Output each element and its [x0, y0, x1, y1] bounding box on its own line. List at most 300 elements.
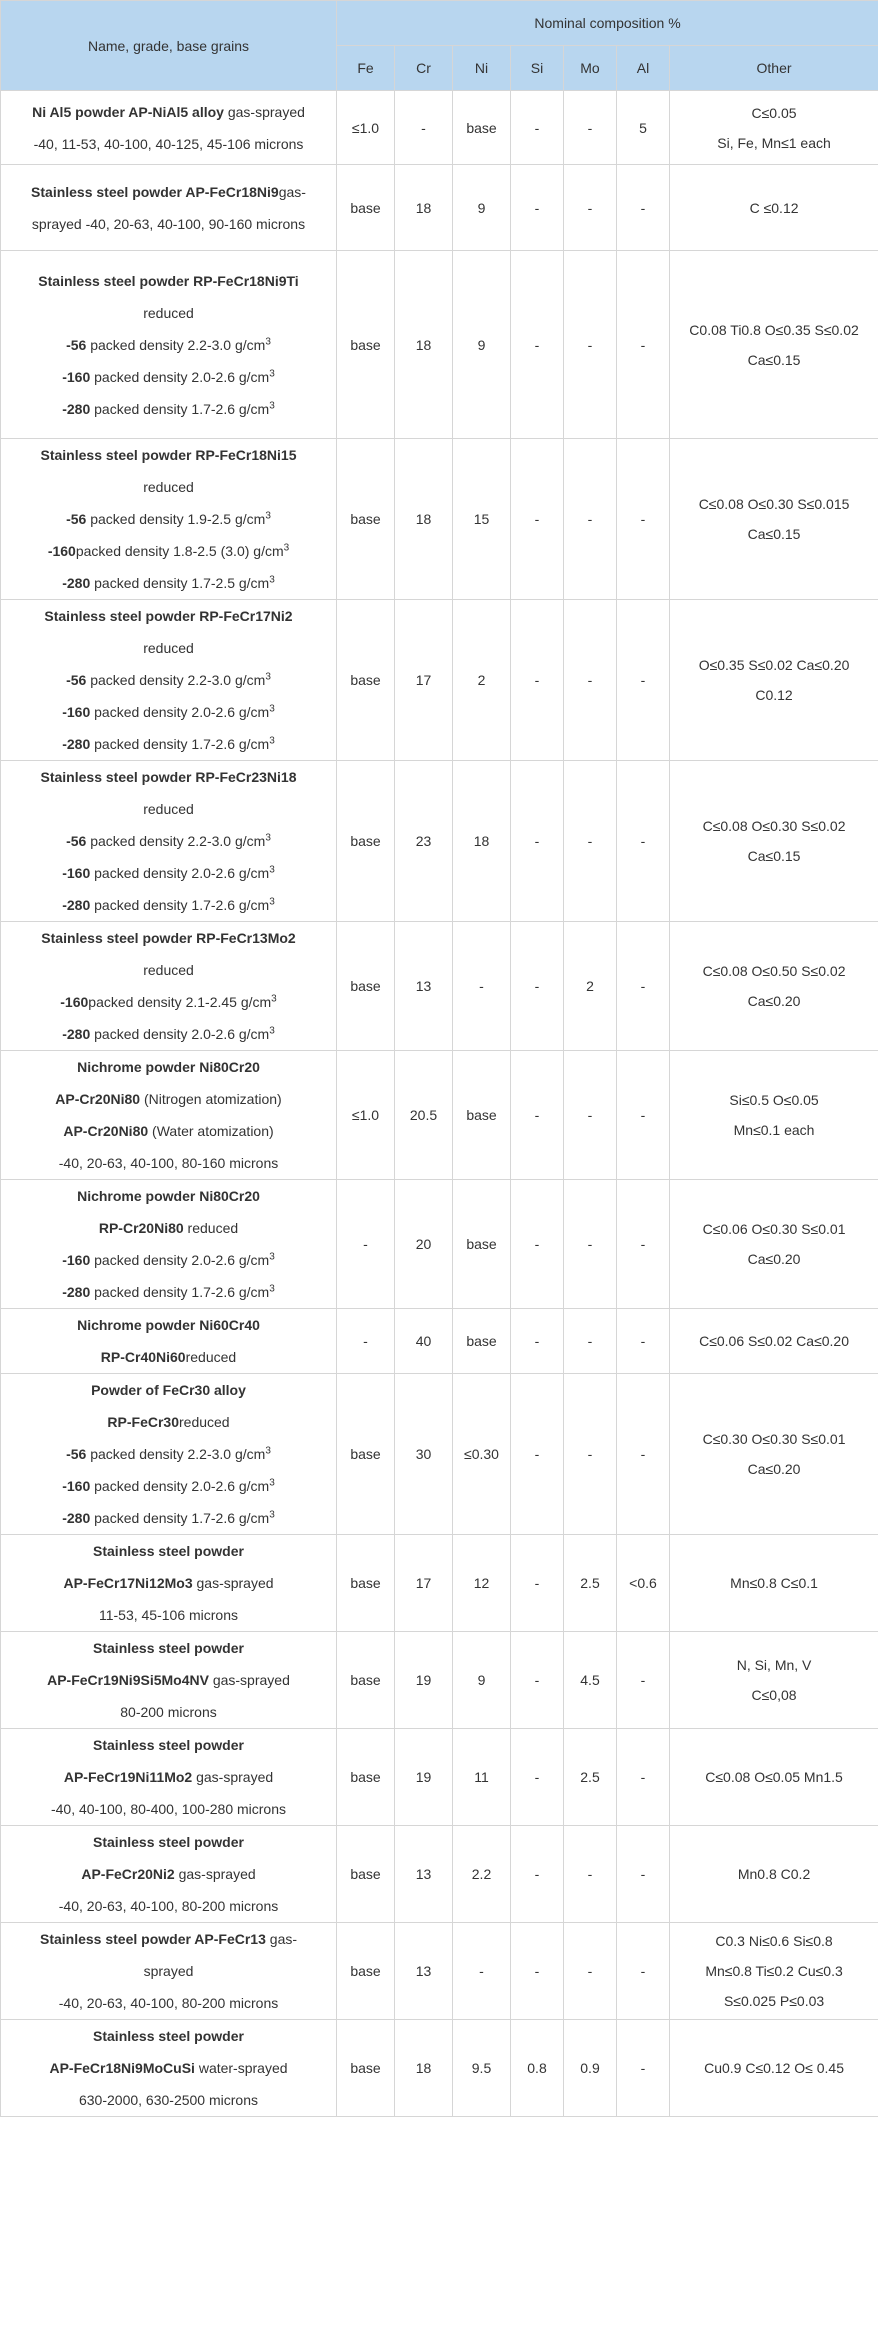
bold-text: -56	[66, 1446, 87, 1462]
bold-text: RP-FeCr30	[107, 1414, 179, 1430]
other-line: C≤0.06 S≤0.02 Ca≤0.20	[699, 1333, 849, 1349]
cell-si: -	[511, 1180, 564, 1309]
other-line: Ca≤0.15	[747, 848, 801, 864]
text: packed density 2.2-3.0 g/cm	[86, 1446, 266, 1462]
table-row	[1, 251, 878, 439]
text: 630-2000, 630-2500 microns	[78, 2092, 258, 2108]
text: gas-sprayed	[208, 1672, 290, 1688]
header-other: Other	[670, 46, 878, 91]
bold-text: Stainless steel powder	[93, 2028, 244, 2044]
bold-text: Nichrome powder Ni80Cr20	[77, 1188, 260, 1204]
cell-name-grade	[1, 1535, 337, 1632]
cell-fe: -	[337, 1180, 395, 1309]
bold-text: -160	[62, 1478, 91, 1494]
cell-mo: -	[564, 1309, 617, 1374]
cell-other	[670, 1051, 878, 1180]
cell-si: -	[511, 922, 564, 1051]
name-line	[5, 1212, 332, 1244]
table-row	[1, 1632, 878, 1729]
other-line: C≤0.08 O≤0.30 S≤0.02	[702, 818, 846, 834]
cell-fe: base	[337, 922, 395, 1051]
bold-text: -280	[62, 1284, 91, 1300]
cell-si: -	[511, 1051, 564, 1180]
superscript: 3	[269, 703, 275, 715]
text: (Water atomization)	[148, 1123, 274, 1139]
text: 11-53, 45-106 microns	[98, 1607, 239, 1623]
other-line: O≤0.35 S≤0.02 Ca≤0.20	[698, 657, 850, 673]
bold-text: Ni Al5 powder AP-NiAl5 alloy	[32, 103, 224, 120]
cell-ni: -	[453, 922, 511, 1051]
cell-fe: base	[337, 1632, 395, 1729]
text: (Nitrogen atomization)	[140, 1091, 282, 1107]
text: reduced	[183, 1220, 239, 1236]
other-line: C≤0.08 O≤0.50 S≤0.02	[702, 963, 846, 979]
bold-text: Stainless steel powder AP-FeCr18Ni9	[31, 183, 279, 200]
name-line	[5, 1147, 332, 1179]
other-line: C0.12	[755, 687, 793, 703]
bold-text: Stainless steel powder RP-FeCr17Ni2	[44, 608, 293, 624]
cell-fe: base	[337, 1729, 395, 1826]
other-line: C≤0.08 O≤0.05 Mn1.5	[705, 1769, 843, 1785]
cell-fe: base	[337, 439, 395, 600]
cell-other	[670, 1374, 878, 1535]
cell-mo: -	[564, 1923, 617, 2020]
cell-al: -	[617, 251, 670, 439]
name-line	[5, 696, 332, 728]
cell-mo: -	[564, 251, 617, 439]
cell-cr: 17	[395, 600, 453, 761]
text: -40, 11-53, 40-100, 40-125, 45-106 microns	[33, 135, 304, 152]
superscript: 3	[269, 399, 275, 411]
bold-text: -56	[66, 336, 87, 353]
cell-al: -	[617, 1632, 670, 1729]
cell-fe: base	[337, 165, 395, 251]
cell-mo: -	[564, 91, 617, 165]
text: reduced	[143, 304, 194, 321]
cell-si: 0.8	[511, 2020, 564, 2117]
name-line	[5, 889, 332, 921]
superscript: 3	[269, 1251, 275, 1263]
name-line	[5, 208, 332, 240]
cell-name-grade	[1, 2020, 337, 2117]
name-line	[5, 1309, 332, 1341]
table-row	[1, 1051, 878, 1180]
cell-ni: 11	[453, 1729, 511, 1826]
name-line	[5, 954, 332, 986]
cell-name-grade	[1, 1374, 337, 1535]
name-line	[5, 1406, 332, 1438]
cell-name-grade	[1, 761, 337, 922]
name-line	[5, 1470, 332, 1502]
cell-other	[670, 165, 878, 251]
other-line: Mn≤0.8 C≤0.1	[730, 1575, 818, 1591]
name-line	[5, 176, 332, 208]
bold-text: Stainless steel powder RP-FeCr23Ni18	[40, 769, 297, 785]
text: gas-sprayed	[223, 103, 305, 120]
table-body	[1, 91, 878, 2117]
text: reduced	[185, 1349, 237, 1365]
text: packed density 1.7-2.5 g/cm	[90, 575, 270, 591]
cell-ni: 15	[453, 439, 511, 600]
other-line: C≤0,08	[751, 1687, 797, 1703]
cell-al: -	[617, 2020, 670, 2117]
table-row	[1, 761, 878, 922]
bold-text: AP-Cr20Ni80	[63, 1123, 149, 1139]
bold-text: -280	[62, 736, 91, 752]
cell-ni: base	[453, 1051, 511, 1180]
bold-text: AP-Cr20Ni80	[55, 1091, 141, 1107]
cell-name-grade	[1, 1309, 337, 1374]
text: packed density 2.0-2.6 g/cm	[90, 865, 270, 881]
cell-other	[670, 1826, 878, 1923]
cell-name-grade	[1, 1923, 337, 2020]
bold-text: Stainless steel powder	[93, 1834, 244, 1850]
cell-other	[670, 1309, 878, 1374]
cell-mo: -	[564, 165, 617, 251]
cell-ni: 2	[453, 600, 511, 761]
cell-name-grade	[1, 1729, 337, 1826]
cell-si: -	[511, 1729, 564, 1826]
bold-text: Stainless steel powder	[93, 1543, 244, 1559]
name-line	[5, 96, 332, 128]
cell-mo: 2.5	[564, 1535, 617, 1632]
cell-mo: -	[564, 600, 617, 761]
header-ni: Ni	[453, 46, 511, 91]
text: packed density 2.0-2.6 g/cm	[90, 1478, 270, 1494]
text: -40, 20-63, 40-100, 80-200 microns	[58, 1898, 279, 1914]
cell-other	[670, 1729, 878, 1826]
name-line	[5, 1696, 332, 1728]
name-line	[5, 1018, 332, 1050]
name-line	[5, 1115, 332, 1147]
name-line	[5, 922, 332, 954]
cell-ni: 9	[453, 165, 511, 251]
cell-mo: 2.5	[564, 1729, 617, 1826]
cell-other	[670, 600, 878, 761]
text: packed density 2.2-3.0 g/cm	[86, 336, 266, 353]
cell-name-grade	[1, 439, 337, 600]
name-line	[5, 1535, 332, 1567]
bold-text: -56	[66, 833, 87, 849]
name-line	[5, 600, 332, 632]
table-row	[1, 2020, 878, 2117]
text: -40, 20-63, 40-100, 80-160 microns	[58, 1155, 279, 1171]
cell-name-grade	[1, 1180, 337, 1309]
superscript: 3	[269, 864, 275, 876]
bold-text: AP-FeCr17Ni12Mo3	[63, 1575, 193, 1591]
text: packed density 1.7-2.6 g/cm	[90, 400, 270, 417]
cell-cr: 18	[395, 2020, 453, 2117]
text: sprayed	[143, 1963, 194, 1979]
name-line	[5, 664, 332, 696]
name-line	[5, 1438, 332, 1470]
name-line	[5, 986, 332, 1018]
name-line	[5, 1244, 332, 1276]
superscript: 3	[265, 335, 271, 347]
text: packed density 1.8-2.5 (3.0) g/cm	[75, 543, 284, 559]
bold-text: -280	[62, 1026, 91, 1042]
cell-name-grade	[1, 1051, 337, 1180]
header-al: Al	[617, 46, 670, 91]
table-row	[1, 1309, 878, 1374]
table-row	[1, 1826, 878, 1923]
cell-ni: ≤0.30	[453, 1374, 511, 1535]
table-row	[1, 922, 878, 1051]
cell-fe: base	[337, 600, 395, 761]
cell-cr: 30	[395, 1374, 453, 1535]
bold-text: Stainless steel powder	[93, 1737, 244, 1753]
name-line	[5, 2052, 332, 2084]
table-row	[1, 1535, 878, 1632]
cell-other	[670, 1535, 878, 1632]
bold-text: Stainless steel powder RP-FeCr13Mo2	[41, 930, 296, 946]
bold-text: AP-FeCr18Ni9MoCuSi	[49, 2060, 195, 2076]
text: packed density 1.9-2.5 g/cm	[86, 511, 266, 527]
cell-ni: 9.5	[453, 2020, 511, 2117]
bold-text: -280	[62, 575, 91, 591]
bold-text: -160	[60, 994, 89, 1010]
name-line	[5, 761, 332, 793]
cell-al: -	[617, 1374, 670, 1535]
cell-cr: 23	[395, 761, 453, 922]
name-line	[5, 471, 332, 503]
cell-si: -	[511, 1535, 564, 1632]
text: sprayed -40, 20-63, 40-100, 90-160 microns	[31, 215, 306, 232]
text: 80-200 microns	[120, 1704, 217, 1720]
name-line	[5, 2084, 332, 2116]
bold-text: -160	[47, 543, 76, 559]
cell-mo: 4.5	[564, 1632, 617, 1729]
cell-name-grade	[1, 922, 337, 1051]
text: reduced	[143, 640, 194, 656]
text: gas-	[278, 183, 306, 200]
cell-al: -	[617, 1923, 670, 2020]
bold-text: -280	[62, 400, 91, 417]
text: -40, 40-100, 80-400, 100-280 microns	[50, 1801, 287, 1817]
cell-al: -	[617, 761, 670, 922]
cell-other	[670, 761, 878, 922]
cell-si: -	[511, 1632, 564, 1729]
name-line	[5, 1083, 332, 1115]
name-line	[5, 535, 332, 567]
cell-cr: -	[395, 91, 453, 165]
cell-fe: -	[337, 1309, 395, 1374]
cell-si: -	[511, 439, 564, 600]
cell-mo: -	[564, 761, 617, 922]
bold-text: Powder of FeCr30 alloy	[91, 1382, 246, 1398]
name-line	[5, 128, 332, 160]
text: gas-sprayed	[192, 1575, 274, 1591]
bold-text: -160	[62, 368, 91, 385]
cell-name-grade	[1, 251, 337, 439]
header-mo: Mo	[564, 46, 617, 91]
cell-fe: ≤1.0	[337, 1051, 395, 1180]
name-line	[5, 329, 332, 361]
name-line	[5, 1632, 332, 1664]
cell-ni: 12	[453, 1535, 511, 1632]
other-line: Ca≤0.20	[747, 1461, 801, 1477]
cell-ni: base	[453, 1180, 511, 1309]
name-line	[5, 393, 332, 425]
other-line: Mn≤0.8 Ti≤0.2 Cu≤0.3	[705, 1963, 843, 1979]
cell-name-grade	[1, 91, 337, 165]
other-line: Ca≤0.20	[747, 1251, 801, 1267]
cell-ni: 9	[453, 251, 511, 439]
text: packed density 1.7-2.6 g/cm	[90, 1284, 270, 1300]
other-line: C ≤0.12	[749, 199, 799, 216]
name-line	[5, 1793, 332, 1825]
name-line	[5, 265, 332, 297]
name-line	[5, 439, 332, 471]
bold-text: -160	[62, 865, 91, 881]
bold-text: AP-FeCr20Ni2	[81, 1866, 175, 1882]
cell-cr: 20.5	[395, 1051, 453, 1180]
table-row	[1, 1729, 878, 1826]
table-header	[1, 1, 878, 91]
bold-text: AP-FeCr19Ni9Si5Mo4NV	[47, 1672, 209, 1688]
text: packed density 1.7-2.6 g/cm	[90, 1510, 270, 1526]
cell-mo: -	[564, 1374, 617, 1535]
text: reduced	[143, 479, 194, 495]
superscript: 3	[269, 1025, 275, 1037]
superscript: 3	[265, 1445, 271, 1457]
superscript: 3	[269, 735, 275, 747]
text: -40, 20-63, 40-100, 80-200 microns	[58, 1995, 279, 2011]
cell-si: -	[511, 165, 564, 251]
text: water-sprayed	[194, 2060, 288, 2076]
bold-text: Stainless steel powder RP-FeCr18Ni9Ti	[38, 272, 299, 289]
table-row	[1, 600, 878, 761]
cell-other	[670, 251, 878, 439]
cell-si: -	[511, 600, 564, 761]
text: packed density 1.7-2.6 g/cm	[90, 736, 270, 752]
superscript: 3	[269, 1283, 275, 1295]
name-line	[5, 728, 332, 760]
cell-name-grade	[1, 165, 337, 251]
name-line	[5, 1599, 332, 1631]
superscript: 3	[265, 510, 271, 522]
superscript: 3	[271, 993, 277, 1005]
table-row	[1, 1374, 878, 1535]
cell-name-grade	[1, 600, 337, 761]
cell-other	[670, 439, 878, 600]
name-line	[5, 567, 332, 599]
cell-cr: 17	[395, 1535, 453, 1632]
header-name-grade: Name, grade, base grains	[1, 1, 337, 91]
text: packed density 2.2-3.0 g/cm	[86, 833, 266, 849]
cell-al: -	[617, 1729, 670, 1826]
cell-al: -	[617, 600, 670, 761]
other-line: Mn0.8 C0.2	[737, 1866, 811, 1882]
other-line: C0.08 Ti0.8 O≤0.35 S≤0.02	[689, 321, 859, 338]
superscript: 3	[283, 542, 290, 554]
bold-text: -56	[66, 511, 87, 527]
cell-cr: 19	[395, 1729, 453, 1826]
cell-mo: 0.9	[564, 2020, 617, 2117]
other-line: C0.3 Ni≤0.6 Si≤0.8	[715, 1933, 833, 1949]
header-cr: Cr	[395, 46, 453, 91]
cell-fe: base	[337, 761, 395, 922]
cell-other	[670, 1923, 878, 2020]
cell-fe: base	[337, 2020, 395, 2117]
superscript: 3	[269, 896, 275, 908]
superscript: 3	[265, 832, 271, 844]
cell-si: -	[511, 1374, 564, 1535]
text: packed density 2.0-2.6 g/cm	[90, 704, 270, 720]
table-row	[1, 91, 878, 165]
cell-other	[670, 1180, 878, 1309]
name-line	[5, 361, 332, 393]
name-line	[5, 825, 332, 857]
cell-cr: 18	[395, 165, 453, 251]
cell-si: -	[511, 1826, 564, 1923]
bold-text: -280	[62, 897, 91, 913]
cell-cr: 20	[395, 1180, 453, 1309]
name-line	[5, 1955, 332, 1987]
other-line: Mn≤0.1 each	[733, 1122, 815, 1138]
cell-si: -	[511, 1309, 564, 1374]
bold-text: -160	[62, 704, 91, 720]
header-si: Si	[511, 46, 564, 91]
header-fe: Fe	[337, 46, 395, 91]
bold-text: AP-FeCr19Ni11Mo2	[63, 1769, 193, 1785]
name-line	[5, 1374, 332, 1406]
cell-cr: 13	[395, 1826, 453, 1923]
other-line: Ca≤0.15	[747, 526, 801, 542]
name-line	[5, 1276, 332, 1308]
cell-al: -	[617, 922, 670, 1051]
cell-other	[670, 1632, 878, 1729]
bold-text: Stainless steel powder	[93, 1640, 244, 1656]
cell-cr: 19	[395, 1632, 453, 1729]
cell-al: -	[617, 1051, 670, 1180]
superscript: 3	[269, 367, 275, 379]
superscript: 3	[269, 1477, 275, 1489]
name-line	[5, 1987, 332, 2019]
superscript: 3	[265, 671, 271, 683]
name-line	[5, 1180, 332, 1212]
cell-other	[670, 91, 878, 165]
cell-al: -	[617, 439, 670, 600]
text: packed density 2.0-2.6 g/cm	[90, 1252, 270, 1268]
cell-al: -	[617, 165, 670, 251]
other-line: Ca≤0.20	[747, 993, 801, 1009]
name-line	[5, 793, 332, 825]
cell-cr: 18	[395, 251, 453, 439]
name-line	[5, 1051, 332, 1083]
cell-ni: 2.2	[453, 1826, 511, 1923]
cell-fe: base	[337, 1923, 395, 2020]
cell-ni: 9	[453, 1632, 511, 1729]
text: gas-sprayed	[192, 1769, 274, 1785]
name-line	[5, 632, 332, 664]
cell-mo: 2	[564, 922, 617, 1051]
name-line	[5, 1761, 332, 1793]
name-line	[5, 1502, 332, 1534]
cell-fe: base	[337, 251, 395, 439]
table-row	[1, 1923, 878, 2020]
superscript: 3	[269, 574, 275, 586]
text: packed density 2.1-2.45 g/cm	[88, 994, 272, 1010]
other-line: Si, Fe, Mn≤1 each	[717, 134, 831, 151]
cell-cr: 13	[395, 1923, 453, 2020]
bold-text: RP-Cr20Ni80	[98, 1220, 184, 1236]
cell-ni: -	[453, 1923, 511, 2020]
cell-fe: base	[337, 1535, 395, 1632]
bold-text: Stainless steel powder AP-FeCr13	[39, 1931, 266, 1947]
text: reduced	[143, 962, 194, 978]
cell-cr: 40	[395, 1309, 453, 1374]
